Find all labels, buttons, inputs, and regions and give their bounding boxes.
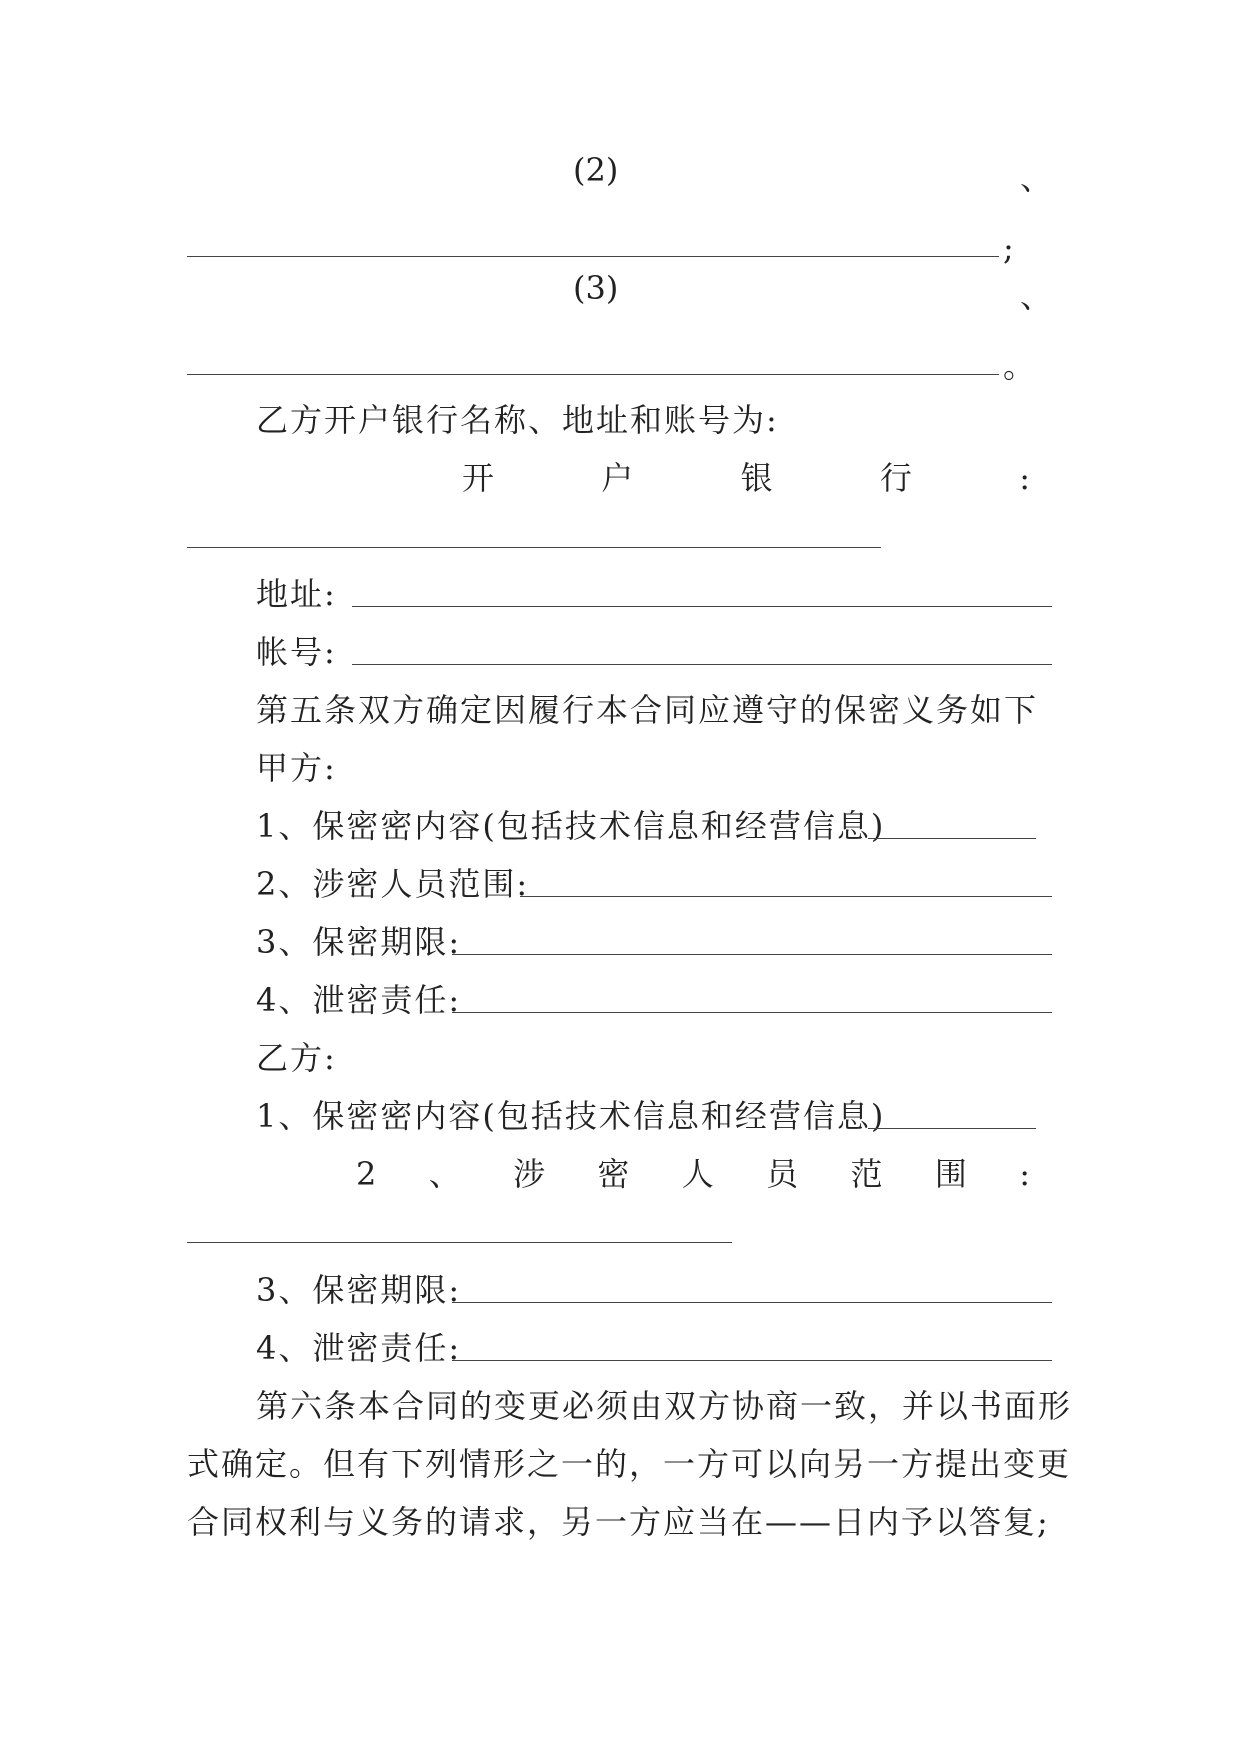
bank-name-label xyxy=(462,458,1030,498)
party-b-heading: 乙方: xyxy=(256,1039,337,1077)
article-6-line-1: 第六条本合同的变更必须由双方协商一致，并以书面形 xyxy=(256,1387,1073,1425)
address-label: 地址: xyxy=(256,575,337,613)
label-char: 、 xyxy=(428,1155,461,1193)
item-3-blank xyxy=(187,374,999,375)
party-a-item-4: 4、泄密责任: xyxy=(256,981,462,1019)
label-char: : xyxy=(1019,1155,1030,1193)
bank-label-char: 户 xyxy=(601,459,634,497)
article-5: 第五条双方确定因履行本合同应遵守的保密义务如下 xyxy=(256,691,1039,729)
label-char: 员 xyxy=(766,1155,799,1193)
party-a-item-4-blank xyxy=(452,1012,1052,1013)
party-b-item-4-blank xyxy=(452,1360,1052,1361)
party-a-item-1: 1、保密密内容(包括技术信息和经营信息) xyxy=(256,807,886,845)
bank-label-char: 开 xyxy=(462,459,495,497)
party-a-item-2-blank xyxy=(520,896,1052,897)
party-b-item-2-label xyxy=(356,1154,1030,1194)
item-3-comma: 、 xyxy=(1020,277,1053,315)
party-b-item-3: 3、保密期限: xyxy=(256,1271,462,1309)
label-char: 人 xyxy=(681,1155,714,1193)
label-char: 围 xyxy=(934,1155,967,1193)
article-6-line-3: 合同权利与义务的请求，另一方应当在——日内予以答复; xyxy=(187,1503,1050,1541)
item-3-end-mark: 。 xyxy=(1003,347,1036,385)
account-blank xyxy=(352,664,1052,665)
item-2-end-mark: ; xyxy=(1003,229,1014,267)
address-blank xyxy=(352,606,1052,607)
party-b-item-4: 4、泄密责任: xyxy=(256,1329,462,1367)
label-char: 范 xyxy=(850,1155,883,1193)
item-2-number: (2) xyxy=(573,151,619,189)
party-b-item-2-blank xyxy=(187,1242,732,1243)
bank-label-char: : xyxy=(1019,459,1030,497)
party-a-heading: 甲方: xyxy=(256,749,337,787)
bank-label-char: 行 xyxy=(879,459,912,497)
party-a-item-2: 2、涉密人员范围: xyxy=(256,865,530,903)
item-3-number: (3) xyxy=(573,269,619,307)
label-char: 2 xyxy=(356,1155,377,1193)
bank-intro: 乙方开户银行名称、地址和账号为: xyxy=(256,401,779,439)
party-b-item-1: 1、保密密内容(包括技术信息和经营信息) xyxy=(256,1097,886,1135)
party-a-item-3: 3、保密期限: xyxy=(256,923,462,961)
party-a-item-3-blank xyxy=(452,954,1052,955)
party-a-item-1-blank xyxy=(868,838,1036,839)
label-char: 涉 xyxy=(513,1155,546,1193)
party-b-item-3-blank xyxy=(452,1302,1052,1303)
label-char: 密 xyxy=(597,1155,630,1193)
article-6-line-2: 式确定。但有下列情形之一的，一方可以向另一方提出变更 xyxy=(187,1445,1072,1483)
bank-name-blank xyxy=(187,547,881,548)
bank-label-char: 银 xyxy=(740,459,773,497)
item-2-comma: 、 xyxy=(1020,159,1053,197)
party-b-item-1-blank xyxy=(868,1128,1036,1129)
item-2-blank xyxy=(187,256,999,257)
account-label: 帐号: xyxy=(256,633,337,671)
